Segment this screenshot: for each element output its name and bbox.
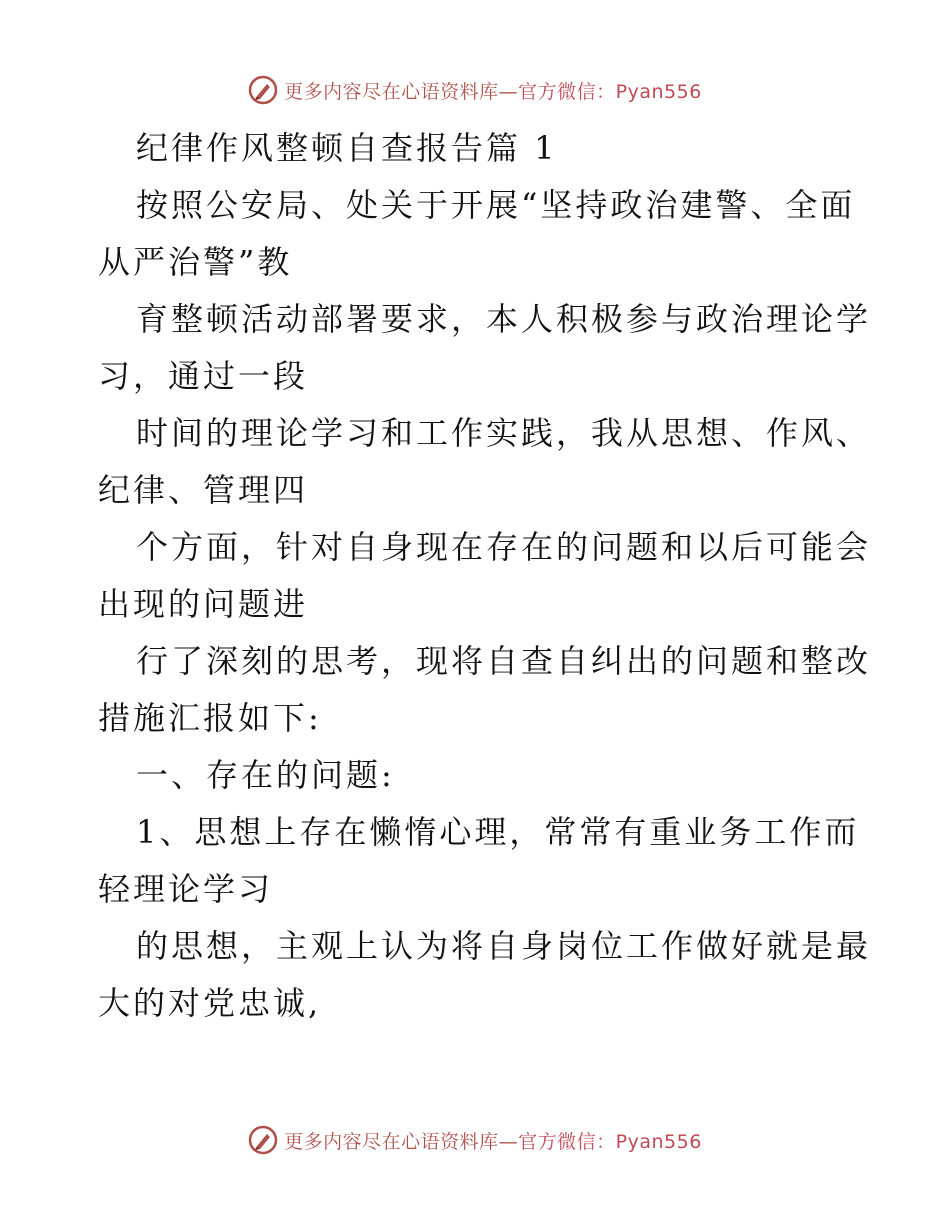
doc-line: 从严治警”教 bbox=[98, 243, 293, 281]
doc-line: 纪律、管理四 bbox=[98, 471, 309, 509]
banner-site-name: 更多内容尽在心语资料库 bbox=[284, 80, 499, 103]
doc-line: 行了深刻的思考，现将自查自纠出的问题和整改 bbox=[136, 642, 872, 680]
doc-line: 育整顿活动部署要求，本人积极参与政治理论学 bbox=[136, 300, 872, 338]
document-body bbox=[98, 120, 872, 1032]
doc-line: 时间的理论学习和工作实践，我从思想、作风、 bbox=[136, 414, 872, 452]
footer-banner bbox=[0, 1120, 950, 1160]
pen-logo-icon bbox=[248, 75, 278, 105]
header-banner bbox=[0, 70, 950, 110]
doc-line: 出现的问题进 bbox=[98, 585, 309, 623]
doc-line: 的思想，主观上认为将自身岗位工作做好就是最 bbox=[136, 927, 872, 965]
doc-line: 轻理论学习 bbox=[98, 870, 274, 908]
banner-contact: 官方微信：Pyan556 bbox=[518, 80, 702, 103]
banner-text bbox=[284, 1127, 702, 1154]
banner-dash: — bbox=[498, 80, 519, 103]
doc-line: 按照公安局、处关于开展“坚持政治建警、全面 bbox=[136, 186, 856, 224]
banner-contact: 官方微信：Pyan556 bbox=[518, 1130, 702, 1153]
doc-line: 纪律作风整顿自查报告篇 1 bbox=[136, 129, 558, 167]
banner-site-name: 更多内容尽在心语资料库 bbox=[284, 1130, 499, 1153]
doc-line: 1、思想上存在懒惰心理，常常有重业务工作而 bbox=[136, 813, 860, 851]
banner-dash: — bbox=[498, 1130, 519, 1153]
doc-line: 个方面，针对自身现在存在的问题和以后可能会 bbox=[136, 528, 872, 566]
doc-line: 一、存在的问题: bbox=[136, 756, 395, 794]
doc-line: 大的对党忠诚, bbox=[98, 984, 322, 1022]
pen-logo-icon bbox=[248, 1125, 278, 1155]
doc-line: 习，通过一段 bbox=[98, 357, 309, 395]
banner-text bbox=[284, 77, 702, 104]
doc-line: 措施汇报如下: bbox=[98, 699, 322, 737]
